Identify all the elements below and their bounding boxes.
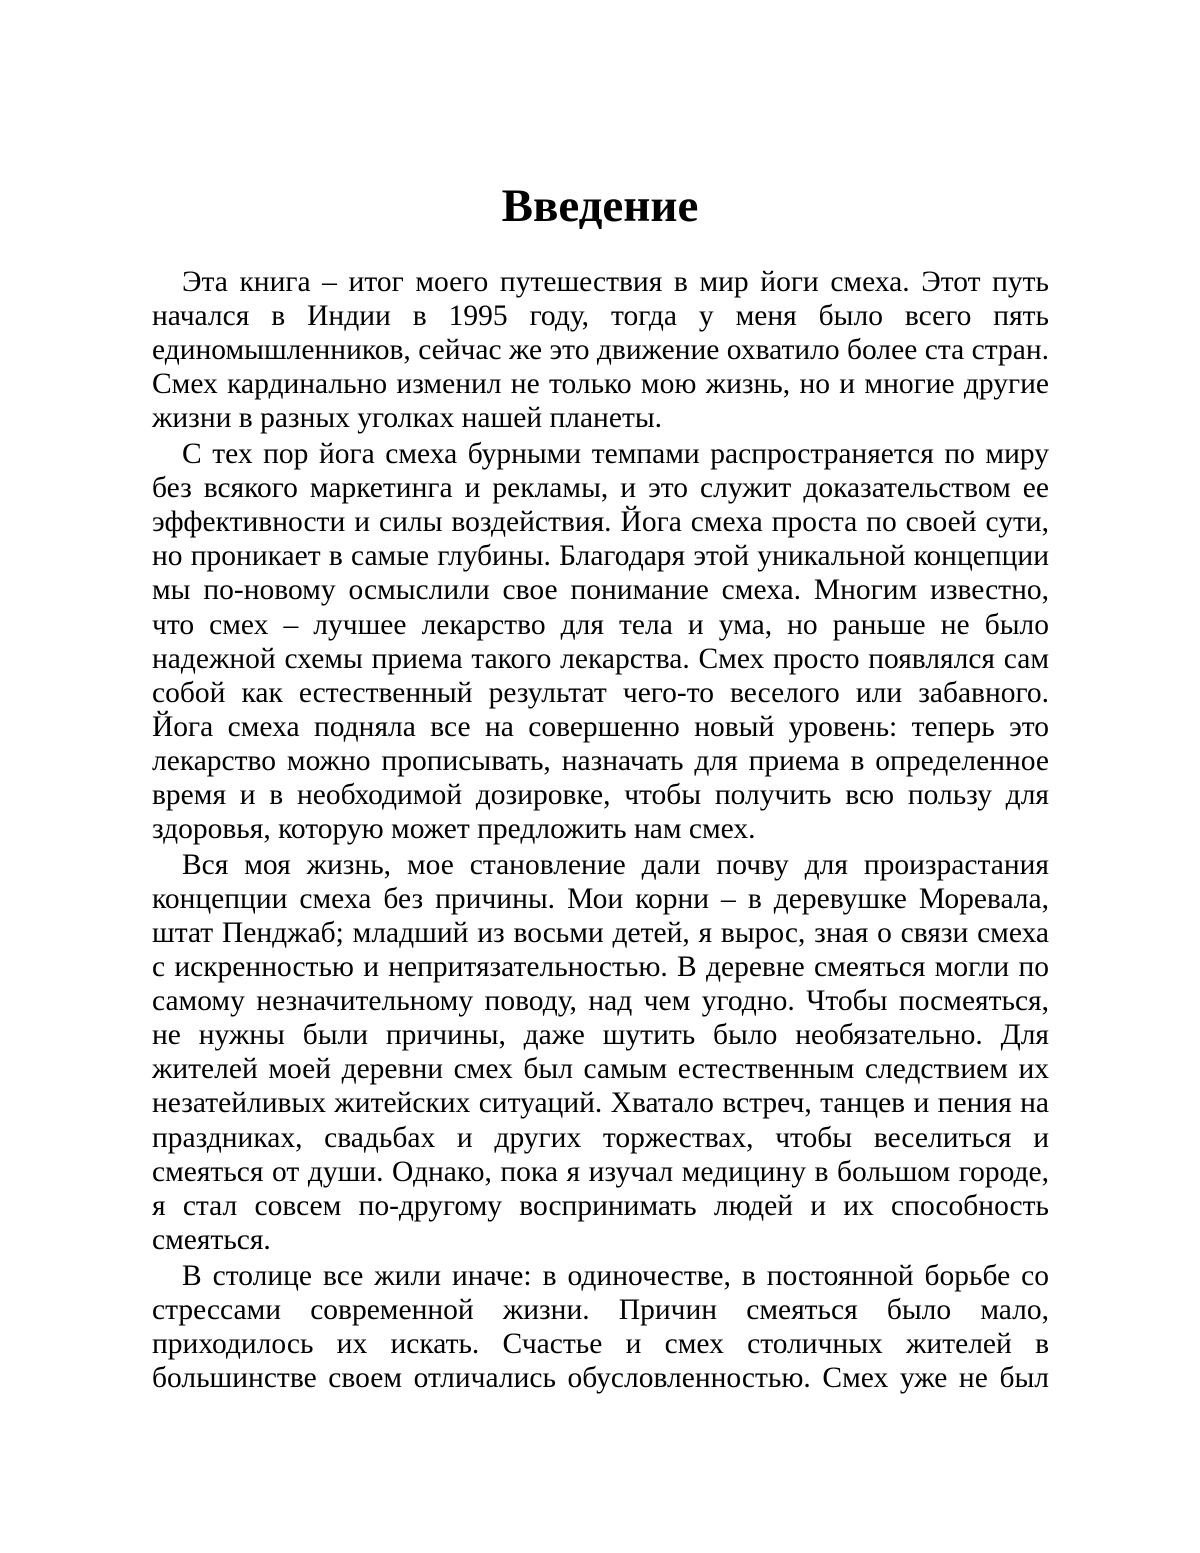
text-line: не нужны были причины, даже шутить было необязательно. Для	[152, 1019, 1049, 1052]
text-line: приходилось их искать. Счастье и смех столичных жителей в	[152, 1327, 1049, 1360]
text-line: надежной схемы приема такого лекарства. Смех просто появлялся сам	[152, 642, 1049, 675]
chapter-body	[152, 265, 1049, 1396]
text-line: С тех пор йога смеха бурными темпами распространяется по миру	[182, 438, 1049, 471]
text-line: без всякого маркетинга и рекламы, и это служит доказательством ее	[152, 472, 1049, 505]
text-line: я стал совсем по-другому воспринимать людей и их способность	[152, 1189, 1049, 1222]
text-line: эффективности и силы воздействия. Йога смеха проста по своей сути,	[152, 506, 1049, 539]
chapter-title: Введение	[501, 180, 699, 232]
text-line: смеяться от души. Однако, пока я изучал медицину в большом городе,	[152, 1155, 1049, 1188]
text-line: с искренностью и непритязательностью. В деревне смеяться могли по	[152, 951, 1049, 984]
text-line: Эта книга – итог моего путешествия в мир йоги смеха. Этот путь	[182, 266, 1049, 298]
text-line: Йога смеха подняла все на совершенно новый уровень: теперь это	[152, 710, 1049, 743]
text-line: незатейливых житейских ситуаций. Хватало встреч, танцев и пения на	[152, 1087, 1049, 1120]
text-line: мы по-новому осмыслили свое понимание смеха. Многим известно,	[152, 574, 1049, 607]
text-line: жизни в разных уголках нашей планеты.	[152, 402, 663, 435]
text-line: стрессами современной жизни. Причин смеяться было мало,	[152, 1293, 1049, 1326]
text-line: самому незначительному поводу, над чем угодно. Чтобы посмеяться,	[152, 985, 1049, 1018]
text-line: штат Пенджаб; младший из восьми детей, я вырос, зная о связи смеха	[152, 916, 1049, 949]
text-line: смеяться.	[152, 1223, 271, 1256]
paragraph	[152, 1259, 1049, 1395]
paragraph	[152, 265, 1049, 435]
paragraph	[152, 437, 1049, 846]
text-line: концепции смеха без причины. Мои корни – в деревушке Моревала,	[152, 882, 1049, 915]
text-line: но проникает в самые глубины. Благодаря этой уникальной концепции	[152, 540, 1049, 573]
text-line: что смех – лучшее лекарство для тела и ума, но раньше не было	[152, 608, 1049, 641]
text-line: В столице все жили иначе: в одиночестве, в постоянной борьбе со	[182, 1259, 1049, 1292]
text-line: здоровья, которую может предложить нам смех.	[152, 813, 756, 846]
text-line: жителей моей деревни смех был самым естественным следствием их	[152, 1053, 1049, 1086]
text-line: начался в Индии в 1995 году, тогда у меня было всего пять	[152, 300, 1049, 333]
text-line: Смех кардинально изменил не только мою жизнь, но и многие другие	[152, 368, 1049, 401]
paragraph	[152, 848, 1049, 1257]
text-line: собой как естественный результат чего-то веселого или забавного.	[152, 676, 1049, 709]
text-line: праздниках, свадьбах и других торжествах, чтобы веселиться и	[152, 1121, 1049, 1154]
text-line: время и в необходимой дозировке, чтобы получить всю пользу для	[152, 779, 1049, 811]
text-line: большинстве своем отличались обусловленностью. Смех уже не был	[152, 1361, 1049, 1394]
text-line: Вся моя жизнь, мое становление дали почву для произрастания	[182, 848, 1049, 881]
text-line: лекарство можно прописывать, назначать для приема в определенное	[152, 744, 1049, 777]
text-line: единомышленников, сейчас же это движение охватило более ста стран.	[152, 334, 1049, 367]
